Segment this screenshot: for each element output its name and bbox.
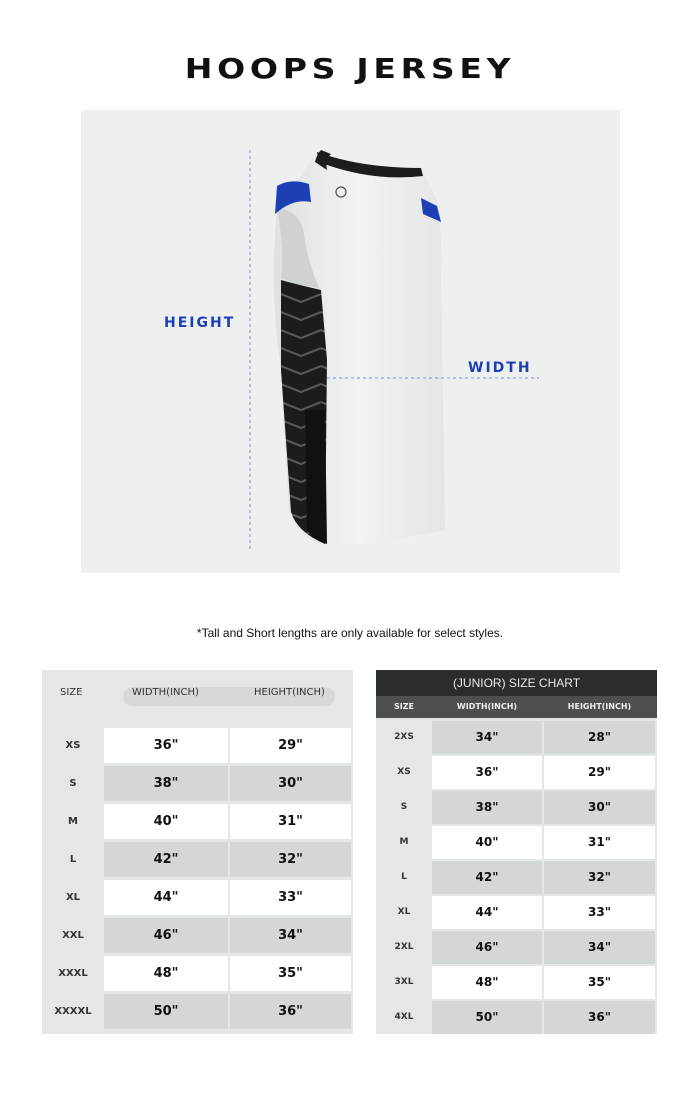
height-cell: 35" xyxy=(230,956,351,991)
size-cell: 4XL xyxy=(394,1012,414,1022)
width-cell: 48" xyxy=(432,966,542,999)
size-cell: XL xyxy=(65,892,81,903)
size-cell: XXXL xyxy=(58,968,88,979)
table-row xyxy=(376,931,657,964)
size-cell: XS xyxy=(397,767,411,777)
size-cell: S xyxy=(69,778,77,789)
table-row xyxy=(42,918,353,953)
size-cell: XXL xyxy=(62,930,84,941)
height-cell: 34" xyxy=(544,931,655,964)
size-cell: L xyxy=(401,872,407,882)
size-header: SIZE xyxy=(60,687,83,698)
height-cell: 32" xyxy=(544,861,655,894)
width-cell: 46" xyxy=(432,931,542,964)
height-cell: 29" xyxy=(230,728,351,763)
height-cell: 32" xyxy=(230,842,351,877)
height-cell: 33" xyxy=(544,896,655,929)
table-row xyxy=(42,956,353,991)
table-row xyxy=(376,861,657,894)
junior-size-chart xyxy=(376,670,657,1034)
height-cell: 31" xyxy=(230,804,351,839)
height-cell: 31" xyxy=(544,826,655,859)
height-header: HEIGHT(INCH) xyxy=(254,687,325,698)
width-cell: 34" xyxy=(432,721,542,754)
height-cell: 35" xyxy=(544,966,655,999)
size-cell: XXXXL xyxy=(54,1006,92,1017)
table-row xyxy=(42,842,353,877)
size-cell: 2XL xyxy=(394,942,414,952)
height-cell: 30" xyxy=(230,766,351,801)
table-row xyxy=(376,826,657,859)
width-cell: 40" xyxy=(432,826,542,859)
table-row xyxy=(376,896,657,929)
table-row xyxy=(376,1001,657,1034)
width-cell: 44" xyxy=(104,880,228,915)
width-cell: 40" xyxy=(104,804,228,839)
size-header: SIZE xyxy=(393,702,414,711)
size-cell: M xyxy=(68,816,78,827)
size-cell: XS xyxy=(65,740,81,751)
table-row xyxy=(42,766,353,801)
adult-size-chart xyxy=(42,670,353,1034)
width-label: WIDTH xyxy=(468,360,532,376)
height-cell: 30" xyxy=(544,791,655,824)
height-cell: 36" xyxy=(230,994,351,1029)
jersey-diagram xyxy=(81,110,620,573)
height-cell: 36" xyxy=(544,1001,655,1034)
width-cell: 36" xyxy=(432,756,542,789)
width-cell: 38" xyxy=(104,766,228,801)
width-cell: 46" xyxy=(104,918,228,953)
width-header: WIDTH(INCH) xyxy=(132,687,199,698)
table-row xyxy=(42,804,353,839)
width-cell: 48" xyxy=(104,956,228,991)
table-row xyxy=(42,728,353,763)
width-cell: 44" xyxy=(432,896,542,929)
table-row xyxy=(42,994,353,1029)
jersey-illustration xyxy=(81,110,620,573)
table-row xyxy=(376,756,657,789)
height-cell: 29" xyxy=(544,756,655,789)
height-cell: 34" xyxy=(230,918,351,953)
size-cell: L xyxy=(69,854,77,865)
height-cell: 28" xyxy=(544,721,655,754)
table-row xyxy=(376,966,657,999)
width-cell: 38" xyxy=(432,791,542,824)
height-label: HEIGHT xyxy=(164,315,236,331)
availability-note: *Tall and Short lengths are only available for select styles. xyxy=(196,626,504,640)
width-cell: 42" xyxy=(432,861,542,894)
width-cell: 36" xyxy=(104,728,228,763)
height-header: HEIGHT(INCH) xyxy=(567,702,632,711)
size-cell: M xyxy=(399,837,409,847)
size-cell: S xyxy=(400,802,408,812)
size-cell: 2XS xyxy=(394,732,414,742)
table-row xyxy=(42,880,353,915)
junior-column-header xyxy=(376,696,657,718)
size-cell: XL xyxy=(397,907,411,917)
height-cell: 33" xyxy=(230,880,351,915)
width-cell: 42" xyxy=(104,842,228,877)
junior-chart-title: (JUNIOR) SIZE CHART xyxy=(376,670,657,696)
width-cell: 50" xyxy=(104,994,228,1029)
size-cell: 3XL xyxy=(394,977,414,987)
page-title: HOOPS JERSEY xyxy=(184,52,516,85)
table-row xyxy=(376,791,657,824)
table-row xyxy=(376,721,657,754)
width-cell: 50" xyxy=(432,1001,542,1034)
width-header: WIDTH(INCH) xyxy=(456,702,518,711)
